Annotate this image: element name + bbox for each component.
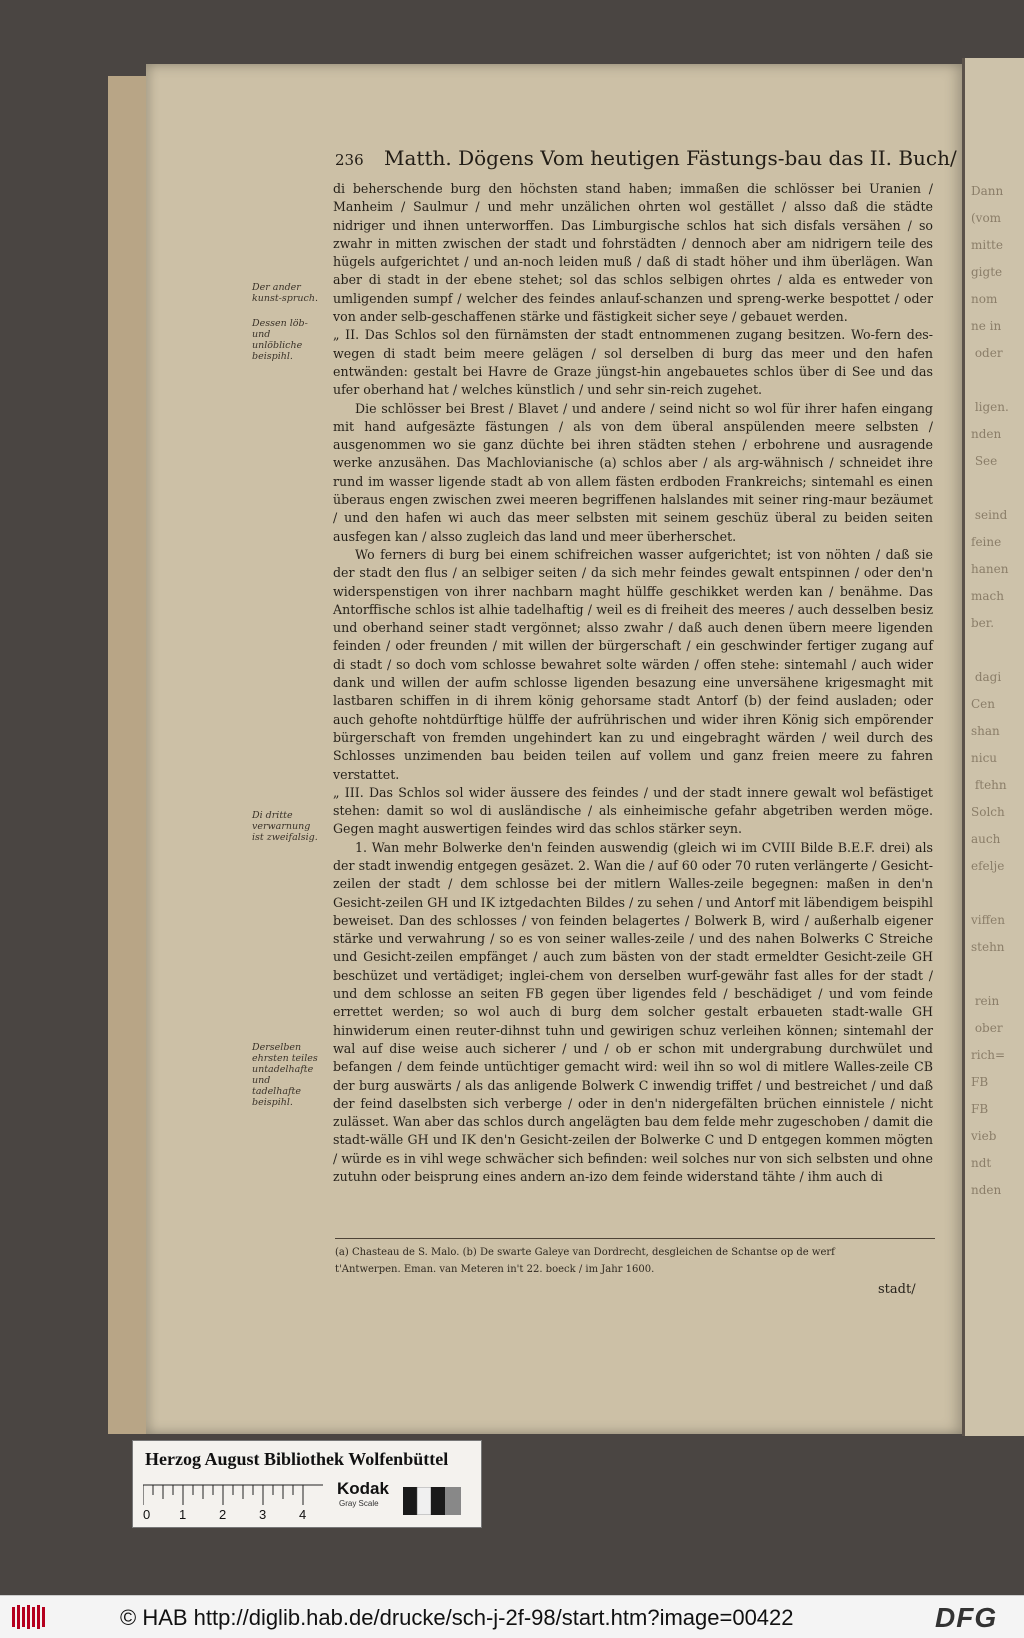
color-reference-card	[132, 1440, 482, 1528]
marginal-note: Di dritte verwarnung ist zweifalsig.	[252, 810, 318, 843]
facing-page-text: Dann (vom mitte gigte nom ne in oder ligen. nden See seind feine hanen mach ber. dagi Cen shan nicu ftehn Solch auch efelje viffen stehn rein ober rich= FB FB vieb ndt nden	[971, 184, 1009, 1197]
facing-page-edge	[962, 58, 1024, 1436]
page-number: 236	[335, 151, 364, 169]
scale-ruler	[143, 1481, 323, 1521]
gray-scale-patches	[403, 1487, 461, 1515]
ruler-number: 1	[179, 1507, 187, 1521]
footnote-line: t'Antwerpen. Eman. van Meteren in't 22. boeck / im Jahr 1600.	[335, 1264, 655, 1275]
copyright-link[interactable]: © HAB http://diglib.hab.de/drucke/sch-j-2f-98/start.htm?image=00422	[120, 1605, 794, 1630]
paragraph: di beherschende burg den höchsten stand haben; immaßen die schlösser bei Uranien / Manheim / Saulmur / und mehr unzälichen ohrten wol gestället / alsso daß die städte nidriger und ihnen unterworffen. Das Limburgische schlos hat sich disfals versähen / so zwahr in mitten zwischen der stadt und fohrstädten / dennoch aber am nidrigern teile des hügels aufgerichtet / und an-noch leiden muß / daß di stadt höher und ihm überlägen. Wan aber di stadt in der ebene stehet; sol das schlos selbigen ohrtes / alda es entweder von umligenden sumpf / welcher des feindes anlauf-schanzen und spreng-werke bespottet / oder von ander selb-geschaffenen stärke und fästigkeit sicher seye / gebauet werden.	[333, 181, 933, 325]
footer-bar	[0, 1595, 1024, 1638]
footnotes	[335, 1238, 935, 1278]
ruler-number: 0	[143, 1507, 151, 1521]
catchword: stadt/	[878, 1282, 916, 1297]
kodak-gray-scale-label: Gray Scale	[339, 1499, 379, 1508]
paragraph: Wo ferners di burg bei einem schifreichen wasser aufgerichtet; ist von nöhten / daß sie der stadt den flus / an selbiger seiten / da sich mehr feindes gewalt entspinnen / oder den'n widerspenstigen von ihrer nachbarn maght hülffe geschikket werden kan / benähme. Das Antorffische schlos ist alhie tadelhaftig / weil es di freiheit des meeres / auch desselben besiz und oberhand seiner stadt vergönnet; alsso zwahr / daß auch denen übern meere ligenden feinden / oder freunden / mit willen der bürgerschaft / ein geschwinder fertiger zugang auf di stadt / so doch vom schlosse bewahret solte wärden / offen stehe: sintemahl / auch wider dank und willen der aufm schlosse ligenden besazung eine unversähene krigesmaght mit lastbaren schiffen in di ihrem könig gehorsame stadt Antorf (b) der feind ausladen; oder auch gehofte nohtdürftige hülffe der aufrührischen und wider ihren König sich empörender bürgerschaft von fremden ungehindert kan zu und eingebraght wärden / weil durch des Schlosses unzimenden bau beiden teilen auf vollem und ganz freien meere zu fahren verstattet.	[333, 546, 933, 782]
ruler-number: 2	[219, 1507, 227, 1521]
library-name: Herzog August Bibliothek Wolfenbüttel	[145, 1449, 449, 1469]
paragraph: „ III. Das Schlos sol wider äussere des feindes / und der stadt innere gewalt wol befästiget stehen: damit so wol di ausländische / als einheimische gefahr abgetriben werden möge. Gegen maght auswertigen feindes wird das schlos stärker seyn.	[333, 784, 933, 837]
marginal-note: Derselben ehrsten teiles untadelhafte und tadelhafte beispihl.	[252, 1042, 318, 1108]
running-head	[335, 146, 957, 170]
marginal-note: Der ander kunst-spruch.	[252, 282, 318, 304]
hab-logo-icon	[10, 1603, 50, 1631]
running-title: Matth. Dögens Vom heutigen Fästungs-bau das II. Buch/	[384, 146, 957, 170]
paragraph: Die schlösser bei Brest / Blavet / und andere / seind nicht so wol für ihrer hafen eingang mit hand aufgesäzte fästungen / als von dem überal anspülenden meere selbsten / ausgenommen wo sie ganz düchte bei ihren städten stehen / erbohrene und ausragende werke anzusähen. Das Machlovianische (a) schlos aber / als arg-wähnisch / schneidet ihre rund im wasser ligende stadt ab von allem fästen erdboden Frankreichs; sintemahl es einen überaus engen zwischen zwei meeren begriffenen halslandes mit seiner ring-maur bezäumet / und den hafen wi auch das meer selbsten mit seinem geschüz überal zu beiden seiten ausfegen kan / alsso zugleich das land und meer überherschet.	[333, 400, 933, 544]
marginal-note: Dessen löb- und unlöbliche beispihl.	[252, 318, 308, 362]
book-page-edges	[108, 76, 151, 1434]
dfg-logo: DFG	[935, 1602, 998, 1633]
main-text	[333, 180, 933, 1186]
ruler-number: 4	[299, 1507, 307, 1521]
ruler-number: 3	[259, 1507, 267, 1521]
kodak-brand: Kodak	[337, 1479, 389, 1498]
paragraph: „ II. Das Schlos sol den fürnämsten der stadt entnommenen zugang besitzen. Wo-fern des-wegen di stadt beim meere gelägen / sol derselben di burg das meer und den hafen entwänden: gestalt bei Havre de Graze jüngst-hin angebauetes schlos über di See und das ufer oberhand hat / welches künstlich / und sehr sin-reich zugehet.	[333, 327, 933, 398]
paragraph: 1. Wan mehr Bolwerke den'n feinden auswendig (gleich wi im CVIII Bilde B.E.F. drei) als der stadt inwendig entgegen gesäzet. 2. Wan die / auf 60 oder 70 ruten verlängerte / Gesicht-zeilen der stadt / dem schlosse bei der mitlern Walles-zeile begegnen: maßen in den'n Gesicht-zeilen GH und IK iztgedachten Bildes / zu sehen / und Antorf mit läbendigem beispihl beweiset. Dan des schlosses / von feinden belagertes / Bolwerk B, wird / außerhalb eigener stärke und verwahrung / so es von seiner walles-zeile / und des nahen Bolwerks C Streiche und Gesicht-zeilen empfänget / auch zum bästen von der stadt ermeldter Gesicht-zeile GH beschüzet und vertädiget; inglei-chem von derselben wurf-gewähr fast alles for der stadt / und dem schlosse an seiten FB gegen über ligendes feld / beschädiget / und vom feinde errettet werden; so wol auch di burg dem solcher gestalt erbaueten stadt-walle GH hinwiderum einen reuter-dihnst tuhn und gewirigen schuz verleihen können; sintemahl der wal auf dise weise auch sicherer / und / ob er schon mit undergrabung durchwület und befangen / dem feinde untüchtiger gemacht wird: weil ihn so wol di mitlere Walles-zeile CB der burg auswärts / als das anligende Bolwerk C inwendig triffet / und bestreichet / und daß der feind daselbsten sich verberge / oder in den'n nidergefälten brüchen einnistele / nicht zulässet. Wan aber das schlos durch angelägten bau dem felde mehr zugeschoben / damit die stadt-wälle GH und IK den'n Gesicht-zeilen der Bolwerke C und D entgegen kommen mögten / würde es in vihl wege schwächer sich befinden: weil solches nur von sich selbsten und ohne zutuhn oder beisprung eines andern an-izo dem feinde widerstand tähte / ihm auch di	[333, 839, 933, 1185]
footnote-line: (a) Chasteau de S. Malo. (b) De swarte Galeye van Dordrecht, desgleichen de Schantse op de werf	[335, 1247, 835, 1258]
